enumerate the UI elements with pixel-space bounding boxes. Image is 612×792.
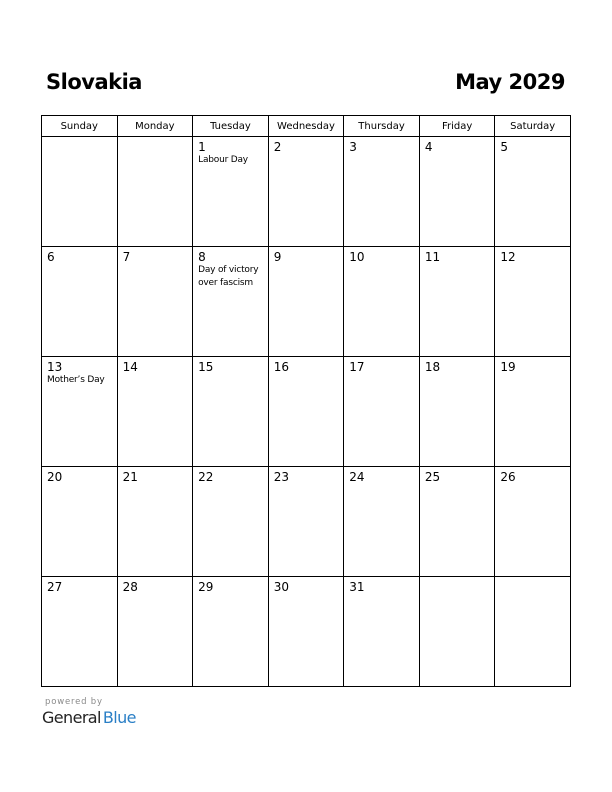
day-number: 14 xyxy=(122,360,138,374)
day-number: 4 xyxy=(424,140,433,154)
day-cell xyxy=(268,247,344,357)
day-number: 28 xyxy=(122,580,138,594)
day-number: 13 xyxy=(47,360,63,374)
weekday-monday: Monday xyxy=(117,116,193,137)
day-number: 8 xyxy=(198,250,206,264)
calendar-grid xyxy=(41,115,571,687)
day-number: 25 xyxy=(424,470,441,484)
empty-day-cell xyxy=(42,137,118,247)
day-number: 9 xyxy=(273,250,282,264)
day-number: 23 xyxy=(273,470,289,484)
day-number: 22 xyxy=(198,470,214,484)
day-cell xyxy=(495,357,571,467)
empty-day-cell xyxy=(117,137,193,247)
day-number: 31 xyxy=(349,580,365,594)
day-cell xyxy=(268,577,344,687)
country-title: Slovakia xyxy=(46,70,142,94)
day-cell xyxy=(117,357,193,467)
week-row xyxy=(42,247,571,357)
day-number: 21 xyxy=(122,470,138,484)
weekday-wednesday: Wednesday xyxy=(268,116,344,137)
generalblue-logo[interactable] xyxy=(42,708,136,727)
day-cell xyxy=(419,137,495,247)
day-number: 17 xyxy=(349,360,365,374)
day-cell xyxy=(419,467,495,577)
day-number: 10 xyxy=(349,250,365,264)
day-cell xyxy=(193,357,269,467)
day-cell xyxy=(193,247,269,357)
brand-blue: Blue xyxy=(102,708,136,727)
day-cell xyxy=(117,467,193,577)
day-cell xyxy=(344,577,420,687)
day-cell xyxy=(344,137,420,247)
day-cell xyxy=(117,577,193,687)
weekday-saturday: Saturday xyxy=(495,116,571,137)
day-number: 26 xyxy=(500,470,516,484)
day-number: 27 xyxy=(47,580,63,594)
week-row xyxy=(42,577,571,687)
day-cell xyxy=(42,467,118,577)
weekday-header-row xyxy=(42,116,571,137)
day-number: 24 xyxy=(349,470,365,484)
day-cell xyxy=(117,247,193,357)
day-number: 6 xyxy=(47,250,55,264)
week-row xyxy=(42,467,571,577)
day-number: 5 xyxy=(500,140,509,154)
day-cell xyxy=(495,247,571,357)
day-cell xyxy=(42,357,118,467)
day-number: 16 xyxy=(273,360,289,374)
day-number: 1 xyxy=(198,140,206,154)
holiday-label: Mother’s Day xyxy=(47,375,105,385)
day-cell xyxy=(268,467,344,577)
brand-general: General xyxy=(42,708,101,727)
holiday-label: over fascism xyxy=(198,277,253,288)
day-cell xyxy=(193,467,269,577)
day-number: 19 xyxy=(500,360,516,374)
day-cell xyxy=(495,137,571,247)
day-number: 30 xyxy=(273,580,289,594)
day-cell xyxy=(495,467,571,577)
day-cell xyxy=(193,577,269,687)
day-cell xyxy=(344,357,420,467)
day-cell xyxy=(344,247,420,357)
day-cell xyxy=(193,137,269,247)
weekday-friday: Friday xyxy=(419,116,495,137)
day-number: 20 xyxy=(47,470,63,484)
day-number: 7 xyxy=(122,250,131,264)
holiday-label: Day of victory xyxy=(198,265,259,275)
day-cell xyxy=(42,577,118,687)
day-number: 12 xyxy=(500,250,516,264)
day-cell xyxy=(268,137,344,247)
week-row xyxy=(42,137,571,247)
day-number: 11 xyxy=(424,250,441,264)
powered-by-label: powered by xyxy=(45,697,103,707)
day-cell xyxy=(42,247,118,357)
empty-day-cell xyxy=(419,577,495,687)
day-number: 29 xyxy=(198,580,214,594)
week-row xyxy=(42,357,571,467)
day-number: 15 xyxy=(198,360,214,374)
day-number: 18 xyxy=(424,360,441,374)
empty-day-cell xyxy=(495,577,571,687)
day-cell xyxy=(268,357,344,467)
weekday-tuesday: Tuesday xyxy=(193,116,269,137)
holiday-label: Labour Day xyxy=(198,155,248,165)
day-number: 3 xyxy=(349,140,357,154)
weekday-sunday: Sunday xyxy=(42,116,118,137)
month-year-title: May 2029 xyxy=(455,70,565,94)
weekday-thursday: Thursday xyxy=(344,116,420,137)
day-cell xyxy=(419,357,495,467)
day-number: 2 xyxy=(273,140,282,154)
day-cell xyxy=(419,247,495,357)
day-cell xyxy=(344,467,420,577)
